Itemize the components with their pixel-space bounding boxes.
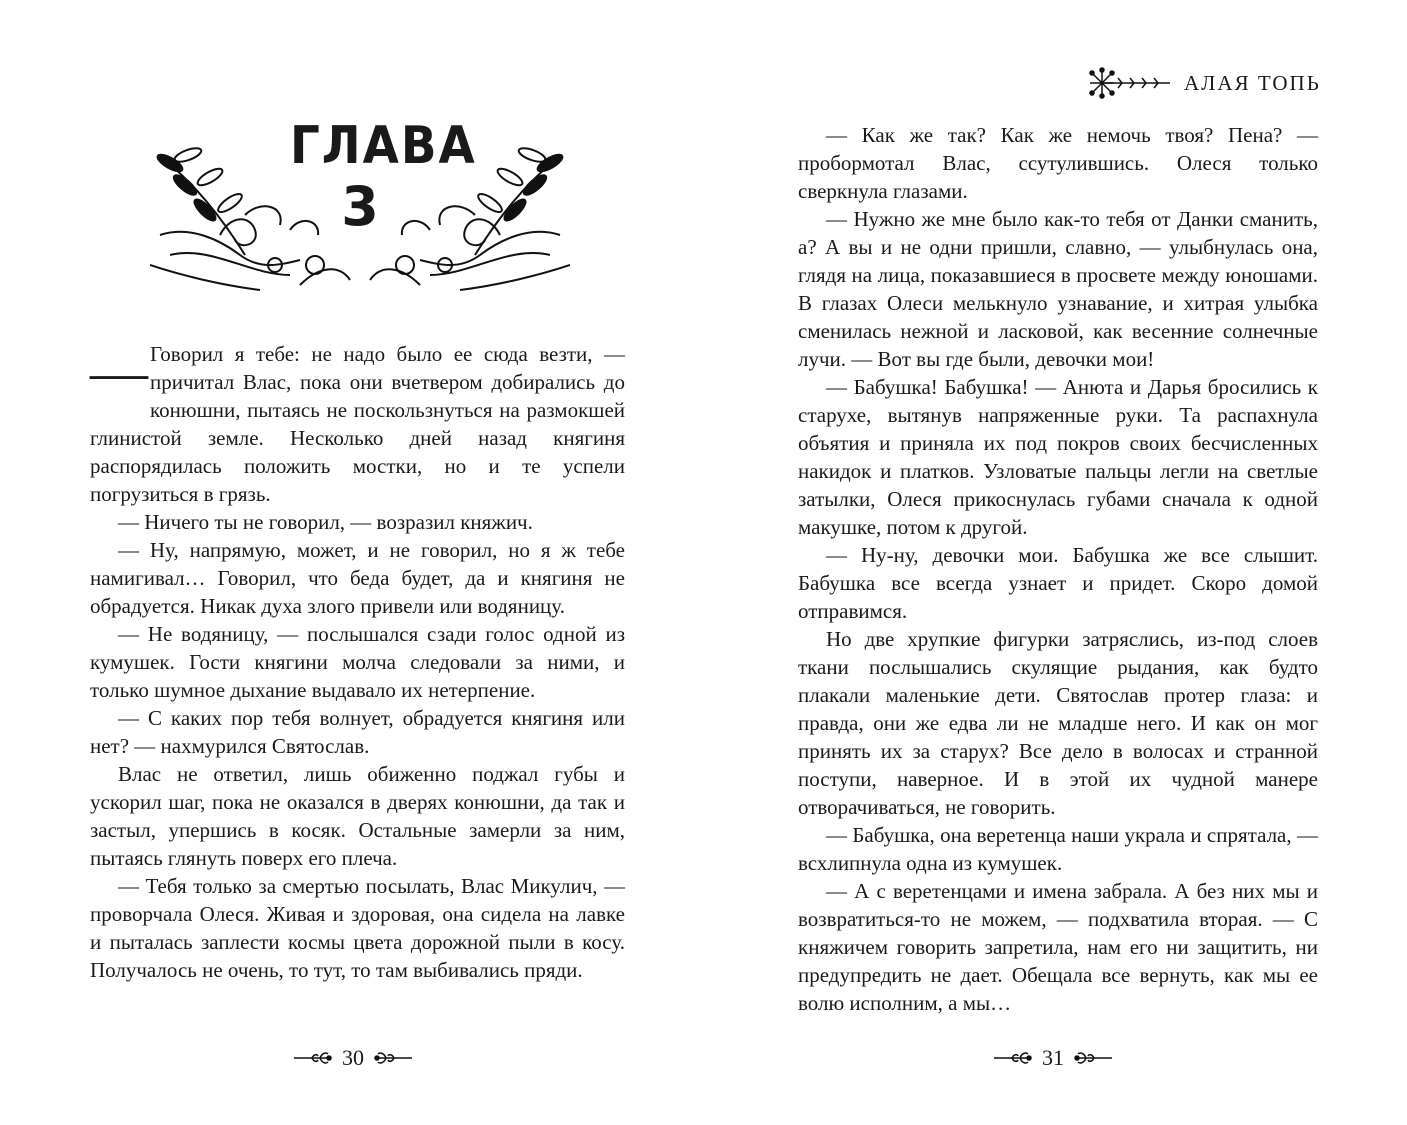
page-footer <box>243 1043 463 1073</box>
paragraph: — А с веретенцами и имена забрала. А без них мы и возвратиться-то не можем, — подхватила вторая. — С княжичем говорить запретила, нам его ни защитить, ни предупредить не дает. Обещала все вернуть, как мы ее волю исполним, а мы… <box>798 879 1318 1015</box>
left-flourish-icon <box>992 1050 1032 1066</box>
chapter-label: ГЛАВА <box>290 116 477 176</box>
paragraph: — Как же так? Как же немочь твоя? Пена? — пробормотал Влас, ссутулившись. Олеся только сверкнула глазами. <box>798 123 1318 203</box>
paragraph: — С каких пор тебя волнует, обрадуется княгиня или нет? — нахмурился Святослав. <box>90 706 625 758</box>
running-head <box>1088 66 1328 100</box>
paragraph: — Не водяницу, — послышался сзади голос одной из кумушек. Гости княгини молча следовали за ними, и только шумное дыхание выдавало их нетерпение. <box>90 622 625 702</box>
paragraph: Но две хрупкие фигурки затряслись, из-под слоев ткани послышались скулящие рыдания, как будто плакали маленькие дети. Святослав протер глаза: и правда, они же едва ли не младше него. И как он мог принять их за старух? Все дело в волосах и странной поступи, наверное. И в этой их чудной манере отворачиваться, не говорить. <box>798 627 1318 819</box>
paragraph: Влас не ответил, лишь обиженно поджал губы и ускорил шаг, пока не оказался в дверях конюшни, да так и застыл, упершись в косяк. Остальные замерли за ним, пытаясь глянуть поверх его плеча. <box>90 762 625 870</box>
left-flourish-icon <box>292 1050 332 1066</box>
right-flourish-icon <box>1074 1050 1114 1066</box>
drop-cap-dash: — <box>90 339 148 404</box>
chapter-number: 3 <box>341 175 379 238</box>
branch-ornament-icon <box>1088 66 1172 100</box>
paragraph: — Бабушка! Бабушка! — Анюта и Дарья бросились к старухе, вытянув напряженные руки. Та распахнула объятия и приняла их под покров своих бесчисленных накидок и платков. Узловатые пальцы легли на светлые затылки, Олеся прикоснулась губами сначала к одной макушке, потом к другой. <box>798 375 1318 539</box>
page-number: 30 <box>342 1045 364 1070</box>
left-body-text <box>90 340 625 984</box>
left-page <box>0 0 703 1125</box>
paragraph: — Ну-ну, девочки мои. Бабушка же все слышит. Бабушка все всегда узнает и придет. Скоро домой отправимся. <box>798 543 1318 623</box>
paragraph: — Ну, напрямую, может, и не говорил, но я ж тебе намигивал… Говорил, что беда будет, да и княгиня не обрадуется. Никак духа злого привели или водяницу. <box>90 538 625 618</box>
paragraph: — Нужно же мне было как-то тебя от Данки сманить, а? А вы и не одни пришли, славно, — улыбнулась она, глядя на лица, показавшиеся в просвете между юношами. В глазах Олеси мелькнуло узнавание, и хитрая улыбка сменилась нежной и ласковой, как весенние солнечные лучи. — Вот вы где были, девочки мои! <box>798 207 1318 371</box>
page-number: 31 <box>1042 1045 1064 1070</box>
right-flourish-icon <box>374 1050 414 1066</box>
paragraph: — Тебя только за смертью посылать, Влас Микулич, — проворчала Олеся. Живая и здоровая, она сидела на лавке и пыталась заплести космы цвета дорожной пыли в косу. Получалось не очень, то тут, то там выбивались пряди. <box>90 874 625 982</box>
paragraph: — Ничего ты не говорил, — возразил княжич. <box>118 510 533 534</box>
page-footer <box>943 1043 1163 1073</box>
paragraph: — Бабушка, она веретенца наши украла и спрятала, — всхлипнула одна из кумушек. <box>798 823 1318 875</box>
right-body-text <box>798 121 1318 1017</box>
running-head-title: АЛАЯ ТОПЬ <box>1184 70 1321 95</box>
right-page <box>703 0 1407 1125</box>
paragraph: — Говорил я тебе: не надо было ее сюда везти, — причитал Влас, пока они вчетвером добирались до конюшни, пытаясь не поскользнуться на размокшей глинистой земле. Несколько дней назад княгиня распорядилась положить мостки, но и те успели погрузиться в грязь. <box>90 339 625 506</box>
